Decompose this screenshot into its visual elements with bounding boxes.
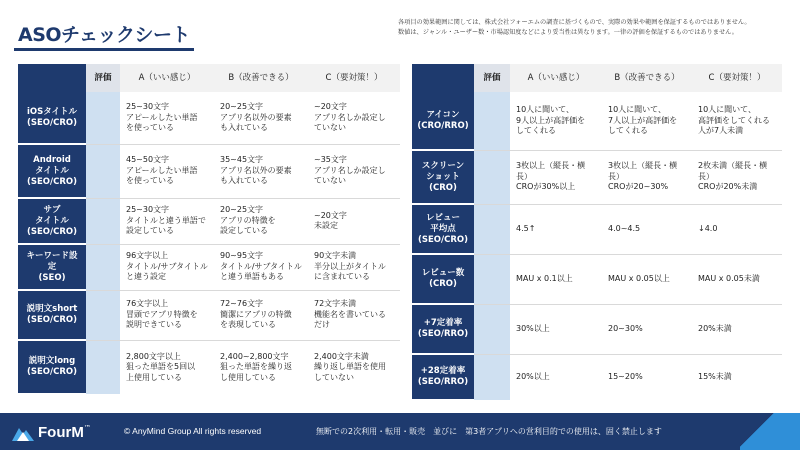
row-label-text: +28定着率 (SEO/RRO) (417, 366, 469, 387)
criteria-text: 4.5↑ (516, 223, 536, 233)
header-eval: 評価 (474, 64, 510, 92)
table-corner (412, 64, 474, 92)
criteria-text: 72~76文字 簡潔にアプリの特徴 を表現している (220, 299, 292, 330)
criteria-cell-a (120, 144, 214, 198)
criteria-text: 90~95文字 タイトル/サブタイトル と違う単語もある (220, 251, 302, 282)
criteria-text: 2,400~2,800文字 狙った単語を繰り返 し使用している (220, 351, 292, 382)
criteria-text: 30%以上 (516, 323, 550, 333)
criteria-text: 96文字以上 タイトル/サブタイトル と違う設定 (126, 251, 208, 282)
criteria-text: 3枚以上（縦長・横 長） CROが30%以上 (516, 161, 586, 192)
criteria-cell-c (308, 92, 400, 144)
criteria-cell-a (510, 92, 602, 150)
criteria-cell-c (692, 204, 782, 254)
criteria-cell-b (214, 290, 308, 340)
table-row (412, 92, 782, 150)
header-a: A（いい感じ） (510, 64, 602, 92)
footer (0, 413, 800, 450)
criteria-cell-c (692, 354, 782, 400)
criteria-cell-a (120, 198, 214, 244)
criteria-text: ↓4.0 (698, 223, 718, 233)
criteria-cell-b (214, 340, 308, 394)
eval-cell[interactable] (86, 92, 120, 144)
criteria-cell-a (120, 92, 214, 144)
row-label (412, 354, 474, 400)
criteria-text: ~20文字 未設定 (314, 210, 347, 230)
criteria-text: 10人に聞いて、 高評価をしてくれる 人が7人未満 (698, 105, 770, 135)
table-row (412, 150, 782, 204)
table-row (18, 92, 400, 144)
disclaimer-text: 無断での2次利用・転用・販売 並びに 第3者アプリへの営利目的での使用は、固く禁止します (316, 427, 662, 436)
criteria-text: 45~50文字 アピールしたい単語 を使っている (126, 155, 198, 186)
row-label (412, 254, 474, 304)
row-label-text: 説明文long (SEO/CRO) (26, 356, 78, 377)
criteria-text: 20~30% (608, 323, 643, 333)
criteria-text: 20~25文字 アプリ名以外の要素 も入れている (220, 102, 292, 132)
row-label (18, 340, 86, 394)
row-label-text: スクリーン ショット (CRO) (421, 160, 465, 193)
criteria-cell-a (510, 204, 602, 254)
row-label (412, 304, 474, 354)
row-label (412, 150, 474, 204)
footer-accent-stripe (740, 413, 800, 450)
table-corner (18, 64, 86, 92)
row-label-text: サブ タイトル (SEO/CRO) (26, 204, 78, 237)
criteria-cell-c (308, 340, 400, 394)
eval-cell[interactable] (474, 304, 510, 354)
criteria-cell-c (692, 254, 782, 304)
copyright-text: © AnyMind Group All rights reserved (124, 426, 262, 436)
eval-cell[interactable] (474, 204, 510, 254)
table-row (18, 340, 400, 394)
criteria-text: 20%以上 (516, 372, 550, 381)
criteria-cell-a (510, 304, 602, 354)
eval-cell[interactable] (86, 290, 120, 340)
header-a: A（いい感じ） (120, 64, 214, 92)
criteria-cell-a (510, 354, 602, 400)
criteria-cell-b (214, 144, 308, 198)
criteria-cell-c (692, 304, 782, 354)
table-row (18, 144, 400, 198)
criteria-text: 20~25文字 アプリの特徴を 設定している (220, 205, 276, 236)
criteria-text: 35~45文字 アプリ名以外の要素 も入れている (220, 155, 292, 186)
notes (398, 18, 794, 38)
criteria-text: 72文字未満 機能名を書いている だけ (314, 299, 386, 330)
criteria-cell-a (510, 254, 602, 304)
fourm-logo (12, 421, 91, 443)
criteria-cell-b (602, 150, 692, 204)
criteria-text: 2,400文字未満 繰り返し単語を使用 していない (314, 351, 386, 382)
header-b: B（改善できる） (602, 64, 692, 92)
criteria-text: 10人に聞いて、 7人以上が高評価を してくれる (608, 105, 678, 135)
criteria-text: 90文字未満 半分以上がタイトル に含まれている (314, 251, 386, 282)
criteria-text: 25~30文字 アピールしたい単語 を使っている (126, 102, 198, 132)
row-label (18, 198, 86, 244)
row-label (412, 204, 474, 254)
mountain-icon (12, 423, 34, 441)
criteria-text: 76文字以上 冒頭でアプリ特徴を 説明できている (126, 299, 198, 330)
note-line: 数値は、ジャンル・ユーザー数・市場認知度などにより妥当性は異なります。一律の評価を保証するものではありません。 (398, 29, 738, 36)
criteria-cell-c (308, 244, 400, 290)
criteria-text: 3枚以上（縦長・横 長） CROが20~30% (608, 161, 678, 192)
criteria-cell-a (120, 290, 214, 340)
logo-trademark: ™ (83, 424, 91, 432)
criteria-text: 15~20% (608, 372, 643, 381)
row-label-text: レビュー 平均点 (SEO/CRO) (417, 212, 469, 245)
row-label-text: iOSタイトル (SEO/CRO) (26, 106, 78, 128)
criteria-cell-b (602, 304, 692, 354)
criteria-cell-b (602, 204, 692, 254)
row-label (412, 92, 474, 150)
criteria-text: MAU x 0.05未満 (698, 273, 760, 283)
criteria-cell-c (308, 198, 400, 244)
criteria-text: 25~30文字 タイトルと違う単語で 設定している (126, 205, 206, 236)
right-check-table (412, 64, 782, 401)
eval-cell[interactable] (86, 244, 120, 290)
criteria-text: 10人に聞いて、 9人以上が高評価を してくれる (516, 105, 586, 135)
criteria-text: 2枚未満（縦長・横 長） CROが20%未満 (698, 161, 768, 192)
criteria-text: 20%未満 (698, 323, 732, 333)
row-label (18, 144, 86, 198)
table-row (412, 204, 782, 254)
criteria-cell-b (214, 244, 308, 290)
criteria-text: 2,800文字以上 狙った単語を5回以 上使用している (126, 351, 196, 382)
eval-cell[interactable] (474, 92, 510, 150)
row-label (18, 92, 86, 144)
header-eval: 評価 (86, 64, 120, 92)
left-check-table (18, 64, 400, 395)
eval-cell[interactable] (474, 354, 510, 400)
header-c: C（要対策！） (692, 64, 782, 92)
table-row (18, 244, 400, 290)
criteria-cell-c (692, 150, 782, 204)
title-underline (14, 48, 194, 51)
criteria-cell-b (214, 198, 308, 244)
eval-cell[interactable] (474, 150, 510, 204)
eval-cell[interactable] (86, 144, 120, 198)
row-label-text: レビュー数 (CRO) (421, 268, 465, 289)
criteria-text: ~20文字 アプリ名しか設定し ていない (314, 102, 386, 132)
eval-cell[interactable] (86, 340, 120, 394)
row-label-text: +7定着率 (SEO/RRO) (417, 318, 469, 339)
criteria-cell-c (308, 144, 400, 198)
criteria-cell-c (692, 92, 782, 150)
row-label-text: アイコン (CRO/RRO) (417, 109, 469, 131)
criteria-cell-c (308, 290, 400, 340)
criteria-cell-b (602, 254, 692, 304)
eval-cell[interactable] (474, 254, 510, 304)
row-label-text: キーワード設 定 (SEO) (26, 250, 78, 283)
criteria-cell-b (602, 354, 692, 400)
header-c: C（要対策！） (308, 64, 400, 92)
table-row (18, 198, 400, 244)
criteria-cell-a (510, 150, 602, 204)
criteria-cell-b (214, 92, 308, 144)
criteria-text: 15%未満 (698, 372, 732, 381)
criteria-cell-b (602, 92, 692, 150)
row-label (18, 290, 86, 340)
header-b: B（改善できる） (214, 64, 308, 92)
criteria-cell-a (120, 340, 214, 394)
criteria-text: MAU x 0.05以上 (608, 273, 670, 283)
criteria-text: ~35文字 アプリ名しか設定し ていない (314, 155, 386, 186)
table-row (412, 354, 782, 400)
row-label (18, 244, 86, 290)
criteria-cell-a (120, 244, 214, 290)
row-label-text: Android タイトル (SEO/CRO) (26, 154, 78, 187)
table-row (18, 290, 400, 340)
criteria-text: MAU x 0.1以上 (516, 273, 573, 283)
eval-cell[interactable] (86, 198, 120, 244)
criteria-text: 4.0~4.5 (608, 223, 641, 233)
logo-text: FourM (38, 423, 84, 441)
note-line: 各項目の効果範囲に関しては、株式会社フォーエムの調査に基づくもので、実際の効果や範囲を保証するものではありません。 (398, 19, 751, 26)
row-label-text: 説明文short (SEO/CRO) (26, 304, 78, 325)
table-row (412, 304, 782, 354)
table-row (412, 254, 782, 304)
page-title: ASOチェックシート (18, 24, 190, 46)
